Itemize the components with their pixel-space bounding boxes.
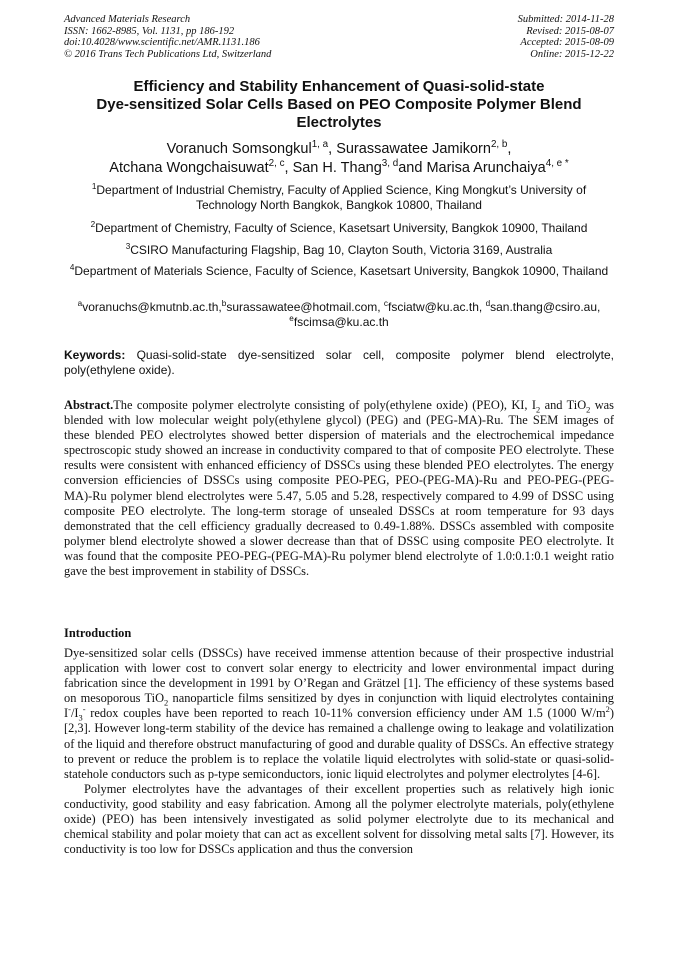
journal-issn: ISSN: 1662-8985, Vol. 1131, pp 186-192 — [64, 25, 235, 37]
affiliation-number: 2 — [90, 220, 96, 229]
affiliation-number: 3 — [125, 242, 131, 251]
journal-header-left — [64, 14, 271, 60]
author-name: Surassawatee Jamikorn — [336, 141, 491, 157]
abstract-block: Abstract.The composite polymer electrolyte consisting of poly(ethylene oxide) (PEO), KI, $I_2$ and TiO$_2$ was blended with low molecular weight poly(ethylene glycol) (PEG) and (PEG-MA)-Ru. The SEM images of these blended PEO electrolytes showed better dispersion of materials and the electrochemical impedance spectroscopic study showed an increase in conductivity compared to that of composite PEO electrolyte. These results were consistent with enhanced efficiency of DSSCs using these blended PEO electrolytes. The energy conversion efficiencies of DSSCs using composite PEO-PEG, PEO-(PEG-MA)-Ru and PEO-PEG-(PEG-MA)-Ru polymer blend electrolytes were 5.47, 5.05 and 5.28, respectively compared to 4.99 of DSSC using composite PEO electrolyte. The long-term storage of unsealed DSSCs at room temperature for 93 days demonstrated that the cell efficiency gradually decreased to 0.49-1.88%. DSSCs assembled with composite polymer blend electrolyte showed a slower decrease than that of DSSC using composite PEO electrolyte. It was found that the composite PEO-PEG-(PEG-MA)-Ru polymer blend electrolyte of 1.0:0.1:0.1 weight ratio gave the best improvement in stability of DSSCs. — [64, 398, 615, 579]
author-affil-mark: 2, c — [268, 158, 285, 170]
author-name: San H. Thang — [292, 160, 382, 176]
author-name: Marisa Arunchaiya — [426, 160, 546, 176]
affiliation-2 — [64, 221, 614, 236]
affiliation-text: Department of Industrial Chemistry, Faculty of Applied Science, King Mongkut’s University of Technology North Bangkok, Bangkok 10800, Thailand — [96, 183, 587, 212]
abstract-text: was blended with low molecular weight poly(ethylene glycol) (PEG) and (PEG-MA)-Ru. The SEM images of these blended PEO electrolytes showed better dispersion of materials and the electrochemical impedance spectroscopic study showed an increase in conductivity compared to that of composite PEO electrolyte. These results were consistent with enhanced efficiency of DSSCs using these blended PEO electrolytes. The energy conversion efficiencies of DSSCs using composite PEO-PEG, PEO-(PEG-MA)-Ru and PEO-PEG-(PEG-MA)-Ru polymer blend electrolytes were 5.47, 5.05 and 5.28, respectively compared to 4.99 of DSSC using composite PEO electrolyte. The long-term storage of unsealed DSSCs at room temperature for 93 days demonstrated that the cell efficiency gradually decreased to 0.49-1.88%. DSSCs assembled with composite polymer blend electrolyte showed a slower decrease than that of DSSC using composite PEO electrolyte. It was found that the composite PEO-PEG-(PEG-MA)-Ru polymer blend electrolyte of 1.0:0.1:0.1 weight ratio gave the best improvement in stability of DSSCs. — [64, 398, 615, 579]
journal-header-right — [518, 14, 614, 60]
affiliation-4 — [64, 264, 614, 279]
online-date: Online: 2015-12-22 — [530, 48, 614, 60]
email-link[interactable]: fsciatw@ku.ac.th, — [388, 300, 483, 314]
accepted-date: Accepted: 2015-08-09 — [520, 37, 614, 49]
affiliation-3 — [64, 243, 614, 258]
email-link[interactable]: voranuchs@kmutnb.ac.th, — [82, 300, 222, 314]
author-list: Voranuch Somsongkul$^{1, a}$, Surassawatee Jamikorn$^{2, b}$, Atchana Wongchaisuwat$^{2, c}$, San H. Thang$^{3, d}$and Marisa Arunchaiya$^{4, e *}$ — [109, 139, 569, 176]
submitted-date: Submitted: 2014-11-28 — [517, 14, 614, 25]
revised-date: Revised: 2015-08-07 — [526, 25, 614, 37]
author-affil-mark: 4, e * — [545, 158, 569, 170]
title-line-3: Electrolytes — [296, 114, 382, 131]
paper-title — [40, 78, 638, 132]
abstract-text: and TiO — [540, 398, 587, 412]
author-affil-mark: 3, d — [381, 158, 399, 170]
keywords-text: Quasi-solid-state dye-sensitized solar cell, composite polymer blend electrolyte, poly(ethylene oxide). — [64, 348, 614, 377]
keywords-label: Keywords: — [64, 348, 126, 362]
author-name: Atchana Wongchaisuwat — [109, 160, 269, 176]
abstract-text: The composite polymer electrolyte consisting of poly(ethylene oxide) (PEO), KI, I — [113, 398, 537, 412]
email-link[interactable]: surassawatee@hotmail.com, — [226, 300, 381, 314]
keywords-block — [64, 348, 614, 378]
affiliation-text: Department of Materials Science, Faculty of Science, Kasetsart University, Bangkok 10900, Thailand — [74, 264, 609, 278]
title-line-2: Dye-sensitized Solar Cells Based on PEO Composite Polymer Blend — [96, 96, 582, 113]
email-link[interactable]: san.thang@csiro.au, — [490, 300, 601, 314]
abstract-label: Abstract. — [64, 398, 114, 412]
author-affil-mark: 2, b — [490, 139, 508, 151]
email-list: $^a$voranuchs@kmutnb.ac.th,$^b$surassawatee@hotmail.com, $^c$fsciatw@ku.ac.th, $^d$san.thang@csiro.au, $^e$fscimsa@ku.ac.th — [77, 299, 601, 329]
paragraph: Polymer electrolytes have the advantages of their excellent properties such as relatively high ionic conductivity, good stability and easy fabrication. Among all the polymer electrolyte materials, poly(ethylene oxide) (PEO) has been intensively investigated as solid polymer electrolyte due to its mechanical and chemical stability and polar moiety that can act as excellent solvent for dissolving metal salts [7]. However, its conductivity is too low for DSSCs application and thus the conversion — [64, 781, 614, 857]
affiliation-number: 4 — [69, 263, 75, 272]
author-name: Voranuch Somsongkul — [166, 141, 312, 157]
doi-link[interactable]: doi:10.4028/www.scientific.net/AMR.1131.186 — [64, 37, 260, 49]
email-link[interactable]: fscimsa@ku.ac.th — [293, 315, 389, 329]
title-line-1: Efficiency and Stability Enhancement of Quasi-solid-state — [133, 78, 545, 95]
introduction-body — [64, 646, 614, 857]
affiliation-text: CSIRO Manufacturing Flagship, Bag 10, Clayton South, Victoria 3169, Australia — [130, 243, 553, 257]
affiliation-number: 1 — [91, 182, 97, 191]
paragraph: Dye-sensitized solar cells (DSSCs) have received immense attention because of their prospective industrial application with lower cost to convert solar energy to electricity and lower environmental impact during fabrication since the development in 1991 by O’Regan and Grätzel [1]. The efficiency of these systems based on mesoporous TiO$_2$ nanoparticle films sensitized by dyes in conjunction with liquid electrolytes containing $I^-/I_3^-$ redox couples have been reported to reach 10-11% conversion efficiency under AM 1.5 (1000 $W/m^2$) [2,3]. However long-term stability of the device has remained a challenge owing to leakage and volatilization of the liquid and therefore obstruct manufacturing of good and durable quality of DSSCs. An effective strategy to prevent or reduce the problem is to replace the volatile liquid electrolytes with solid-state or quasi-solid-statehole conductors such as p-type semiconductors, ionic liquid electrolytes and polymer electrolytes [4-6]. — [64, 646, 614, 781]
author-affil-mark: 1, a — [311, 139, 329, 151]
section-heading-introduction: Introduction — [64, 626, 132, 640]
affiliation-text: Department of Chemistry, Faculty of Science, Kasetsart University, Bangkok 10900, Thailand — [95, 221, 588, 235]
affiliation-1 — [64, 183, 614, 212]
copyright-line: © 2016 Trans Tech Publications Ltd, Switzerland — [64, 48, 272, 60]
journal-name: Advanced Materials Research — [64, 14, 191, 25]
